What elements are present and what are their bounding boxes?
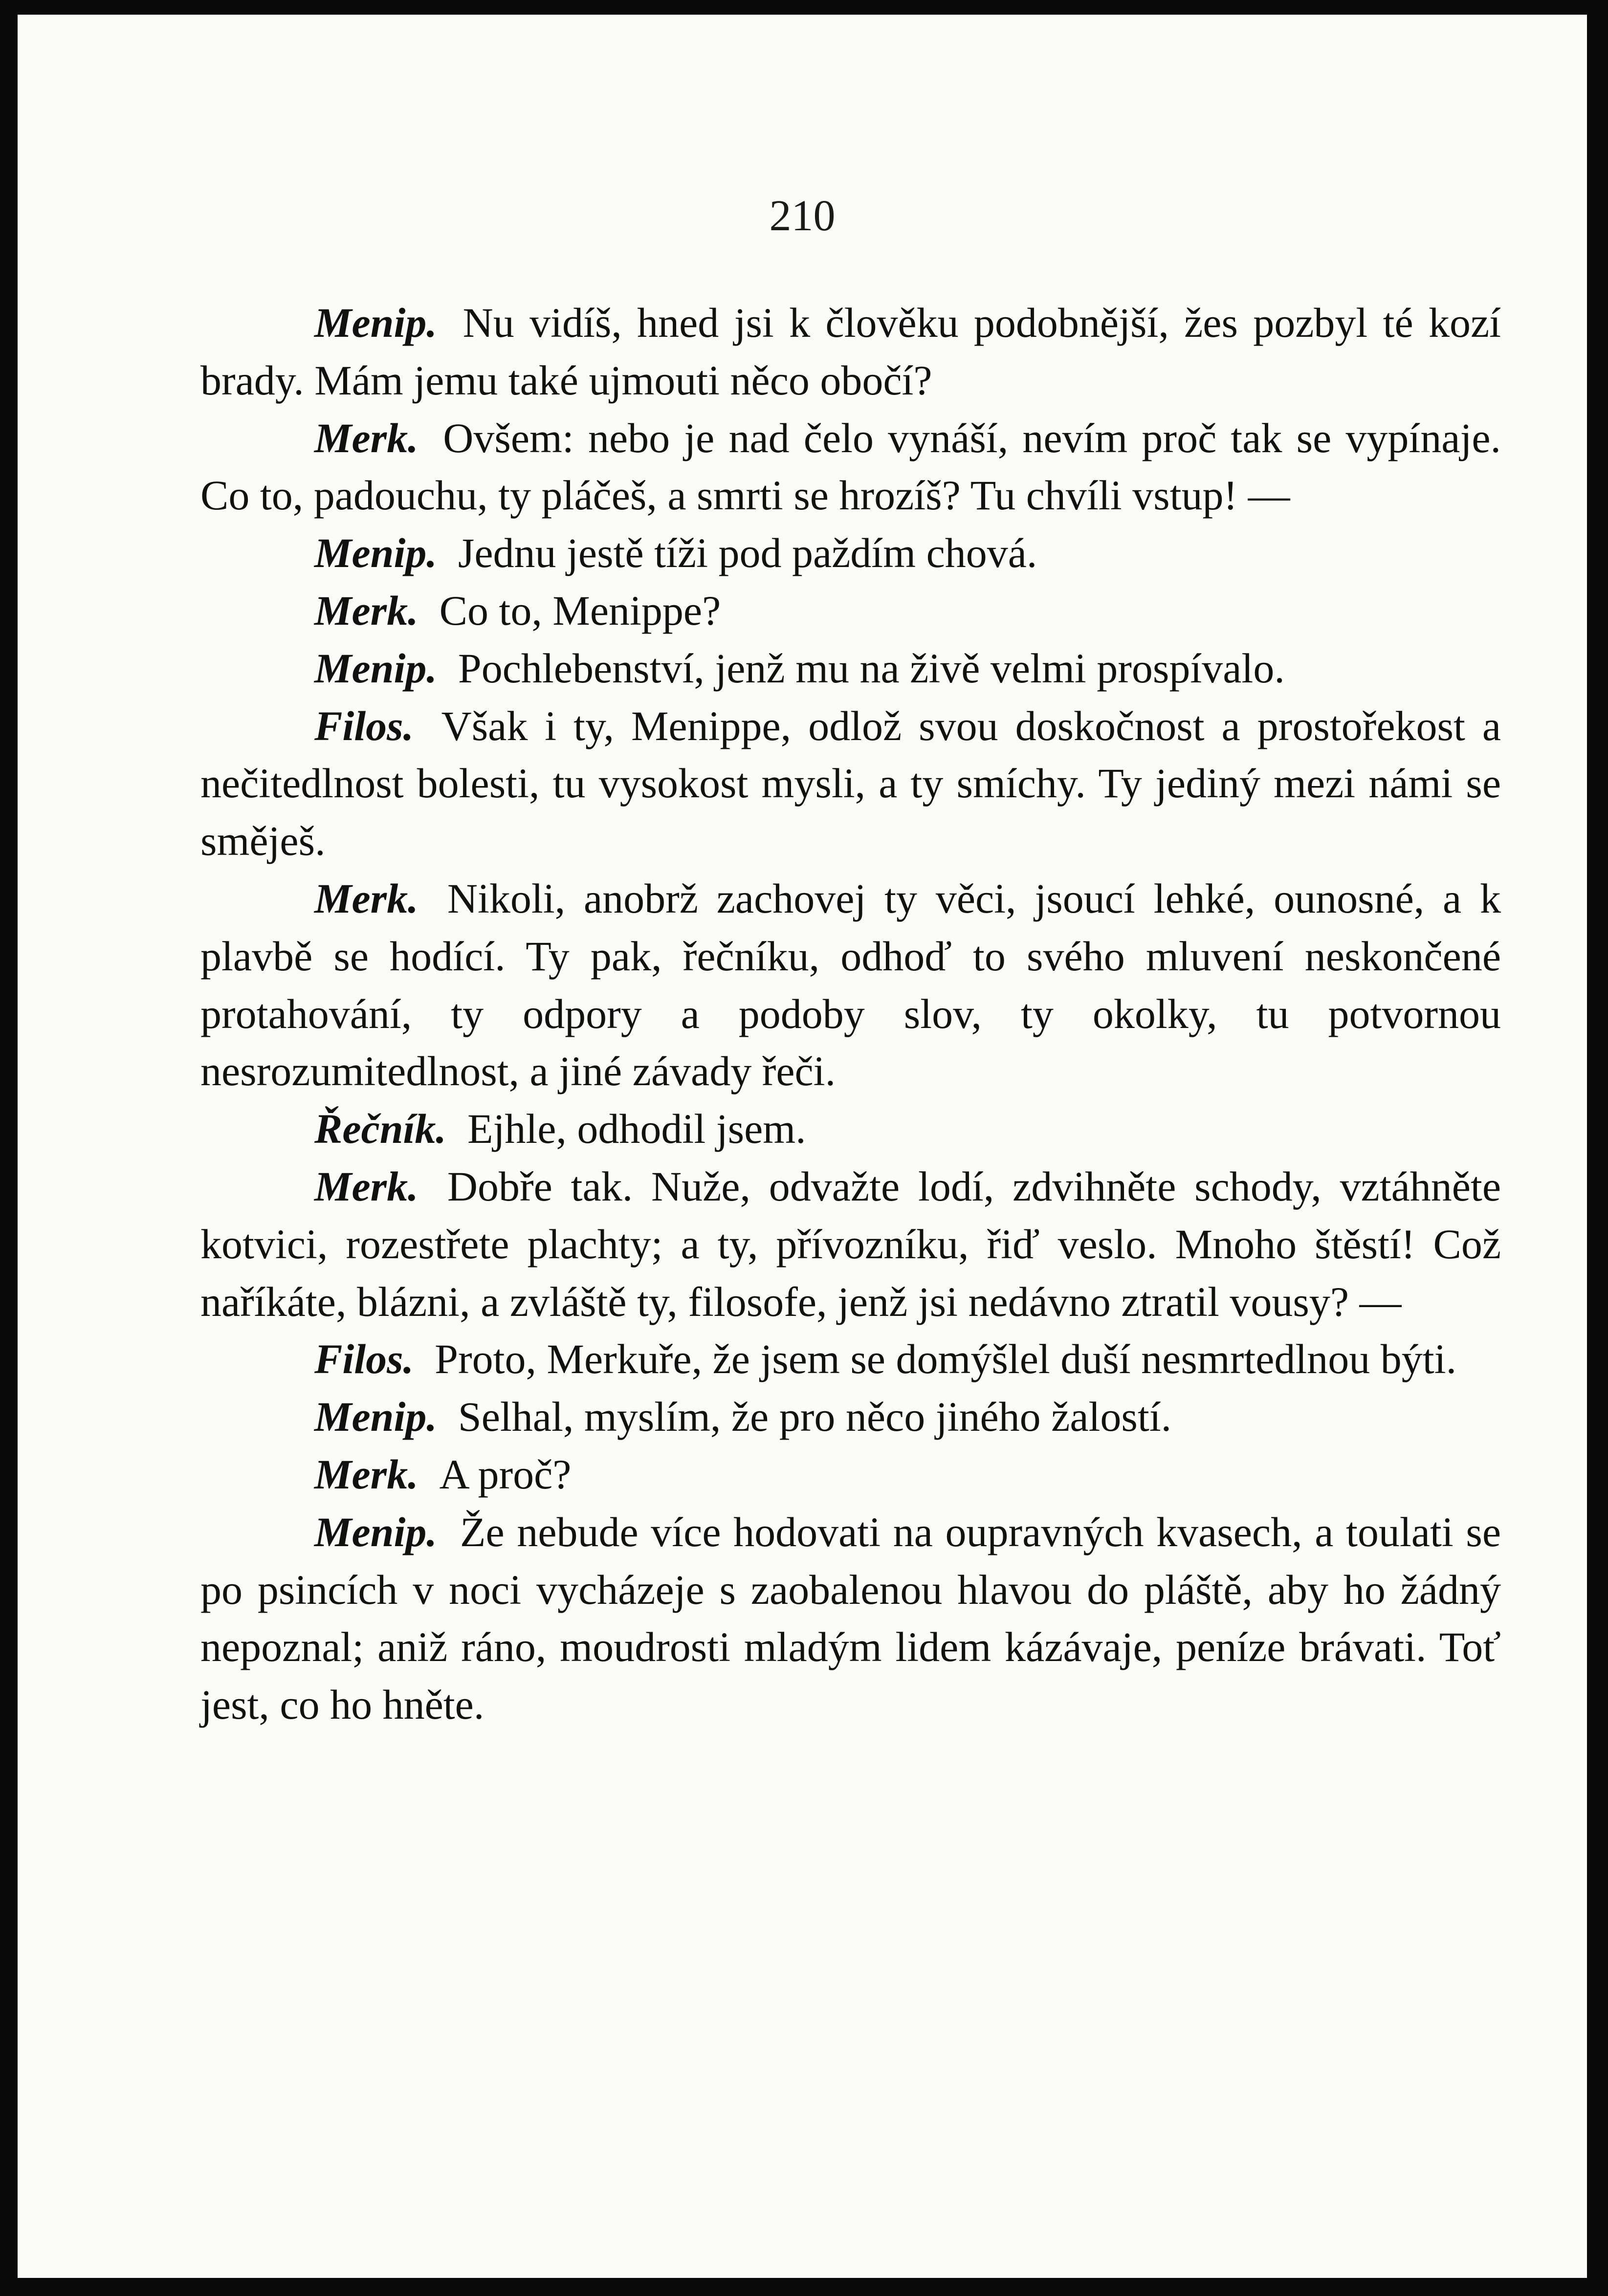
speaker-label: Menip.	[314, 529, 437, 577]
speaker-label: Merk.	[314, 414, 419, 461]
speech-text: Ejhle, odhodil jsem.	[467, 1105, 806, 1153]
page-number: 210	[769, 192, 836, 240]
paragraph-5	[200, 640, 1501, 698]
speaker-label: Menip.	[314, 299, 437, 346]
speech-text: Proto, Merkuře, že jsem se domýšlel duší nesmrtedlnou býti.	[435, 1335, 1457, 1383]
paragraph-10	[200, 1331, 1501, 1388]
speaker-label: Menip.	[314, 1393, 437, 1441]
paragraph-4	[200, 582, 1501, 640]
speech-text: Co to, Menippe?	[439, 587, 721, 634]
paragraph-6	[200, 698, 1501, 870]
dialogue-text	[200, 294, 1501, 1734]
paragraph-1	[200, 294, 1501, 410]
paragraph-9	[200, 1158, 1501, 1331]
paragraph-8	[200, 1100, 1501, 1158]
paragraph-12	[200, 1446, 1501, 1504]
speaker-label: Menip.	[314, 644, 437, 692]
speech-text: Selhal, myslím, že pro něco jiného žalostí.	[458, 1393, 1172, 1441]
paragraph-11	[200, 1388, 1501, 1446]
speech-text: Ovšem: nebo je nad čelo vynáší, nevím proč tak se vypínaje. Co to, padouchu, ty pláčeš, a smrti se hrozíš? Tu chvíli vstup! —	[200, 414, 1501, 519]
speaker-label: Filos.	[314, 702, 414, 749]
speech-text: Však i ty, Menippe, odlož svou doskočnost a prostořekost a nečitedlnost bolesti, tu vysokost mysli, a ty smíchy. Ty jediný mezi námi se směješ.	[200, 702, 1501, 865]
speaker-label: Menip.	[314, 1508, 437, 1555]
speaker-label: Řečník.	[314, 1105, 446, 1153]
speech-text: Nu vidíš, hned jsi k člověku podobnější, žes pozbyl té kozí brady. Mám jemu také ujmouti něco obočí?	[200, 299, 1501, 404]
speaker-label: Merk.	[314, 1450, 419, 1498]
paragraph-2	[200, 410, 1501, 525]
speech-text: Pochlebenství, jenž mu na živě velmi prospívalo.	[458, 644, 1285, 692]
paragraph-7	[200, 870, 1501, 1100]
book-page	[18, 15, 1587, 2278]
speaker-label: Merk.	[314, 587, 419, 634]
speech-text: Jednu jestě tíži pod paždím chová.	[458, 529, 1037, 577]
speech-text: A proč?	[439, 1450, 572, 1498]
speaker-label: Merk.	[314, 875, 419, 922]
speech-text: Dobře tak. Nuže, odvažte lodí, zdvihněte schody, vztáhněte kotvici, rozestřete plachty; a ty, přívozníku, řiď veslo. Mnoho štěstí! Což naříkáte, blázni, a zvláště ty, filosofe, jenž jsi nedávno ztratil vousy? —	[200, 1162, 1501, 1325]
speaker-label: Filos.	[314, 1335, 414, 1383]
paragraph-3	[200, 525, 1501, 582]
speech-text: Že nebude více hodovati na oupravných kvasech, a toulati se po psincích v noci vycházeje s zaobalenou hlavou do pláště, aby ho žádný nepoznal; aniž ráno, moudrosti mladým lidem kázávaje, peníze brávati. Toť jest, co ho hněte.	[200, 1508, 1501, 1728]
speaker-label: Merk.	[314, 1162, 419, 1210]
speech-text: Nikoli, anobrž zachovej ty věci, jsoucí lehké, ounosné, a k plavbě se hodící. Ty pak, řečníku, odhoď to svého mluvení neskončené protahování, ty odpory a podoby slov, ty okolky, tu potvornou nesrozumitedlnost, a jiné závady řeči.	[200, 875, 1501, 1095]
paragraph-13	[200, 1504, 1501, 1734]
